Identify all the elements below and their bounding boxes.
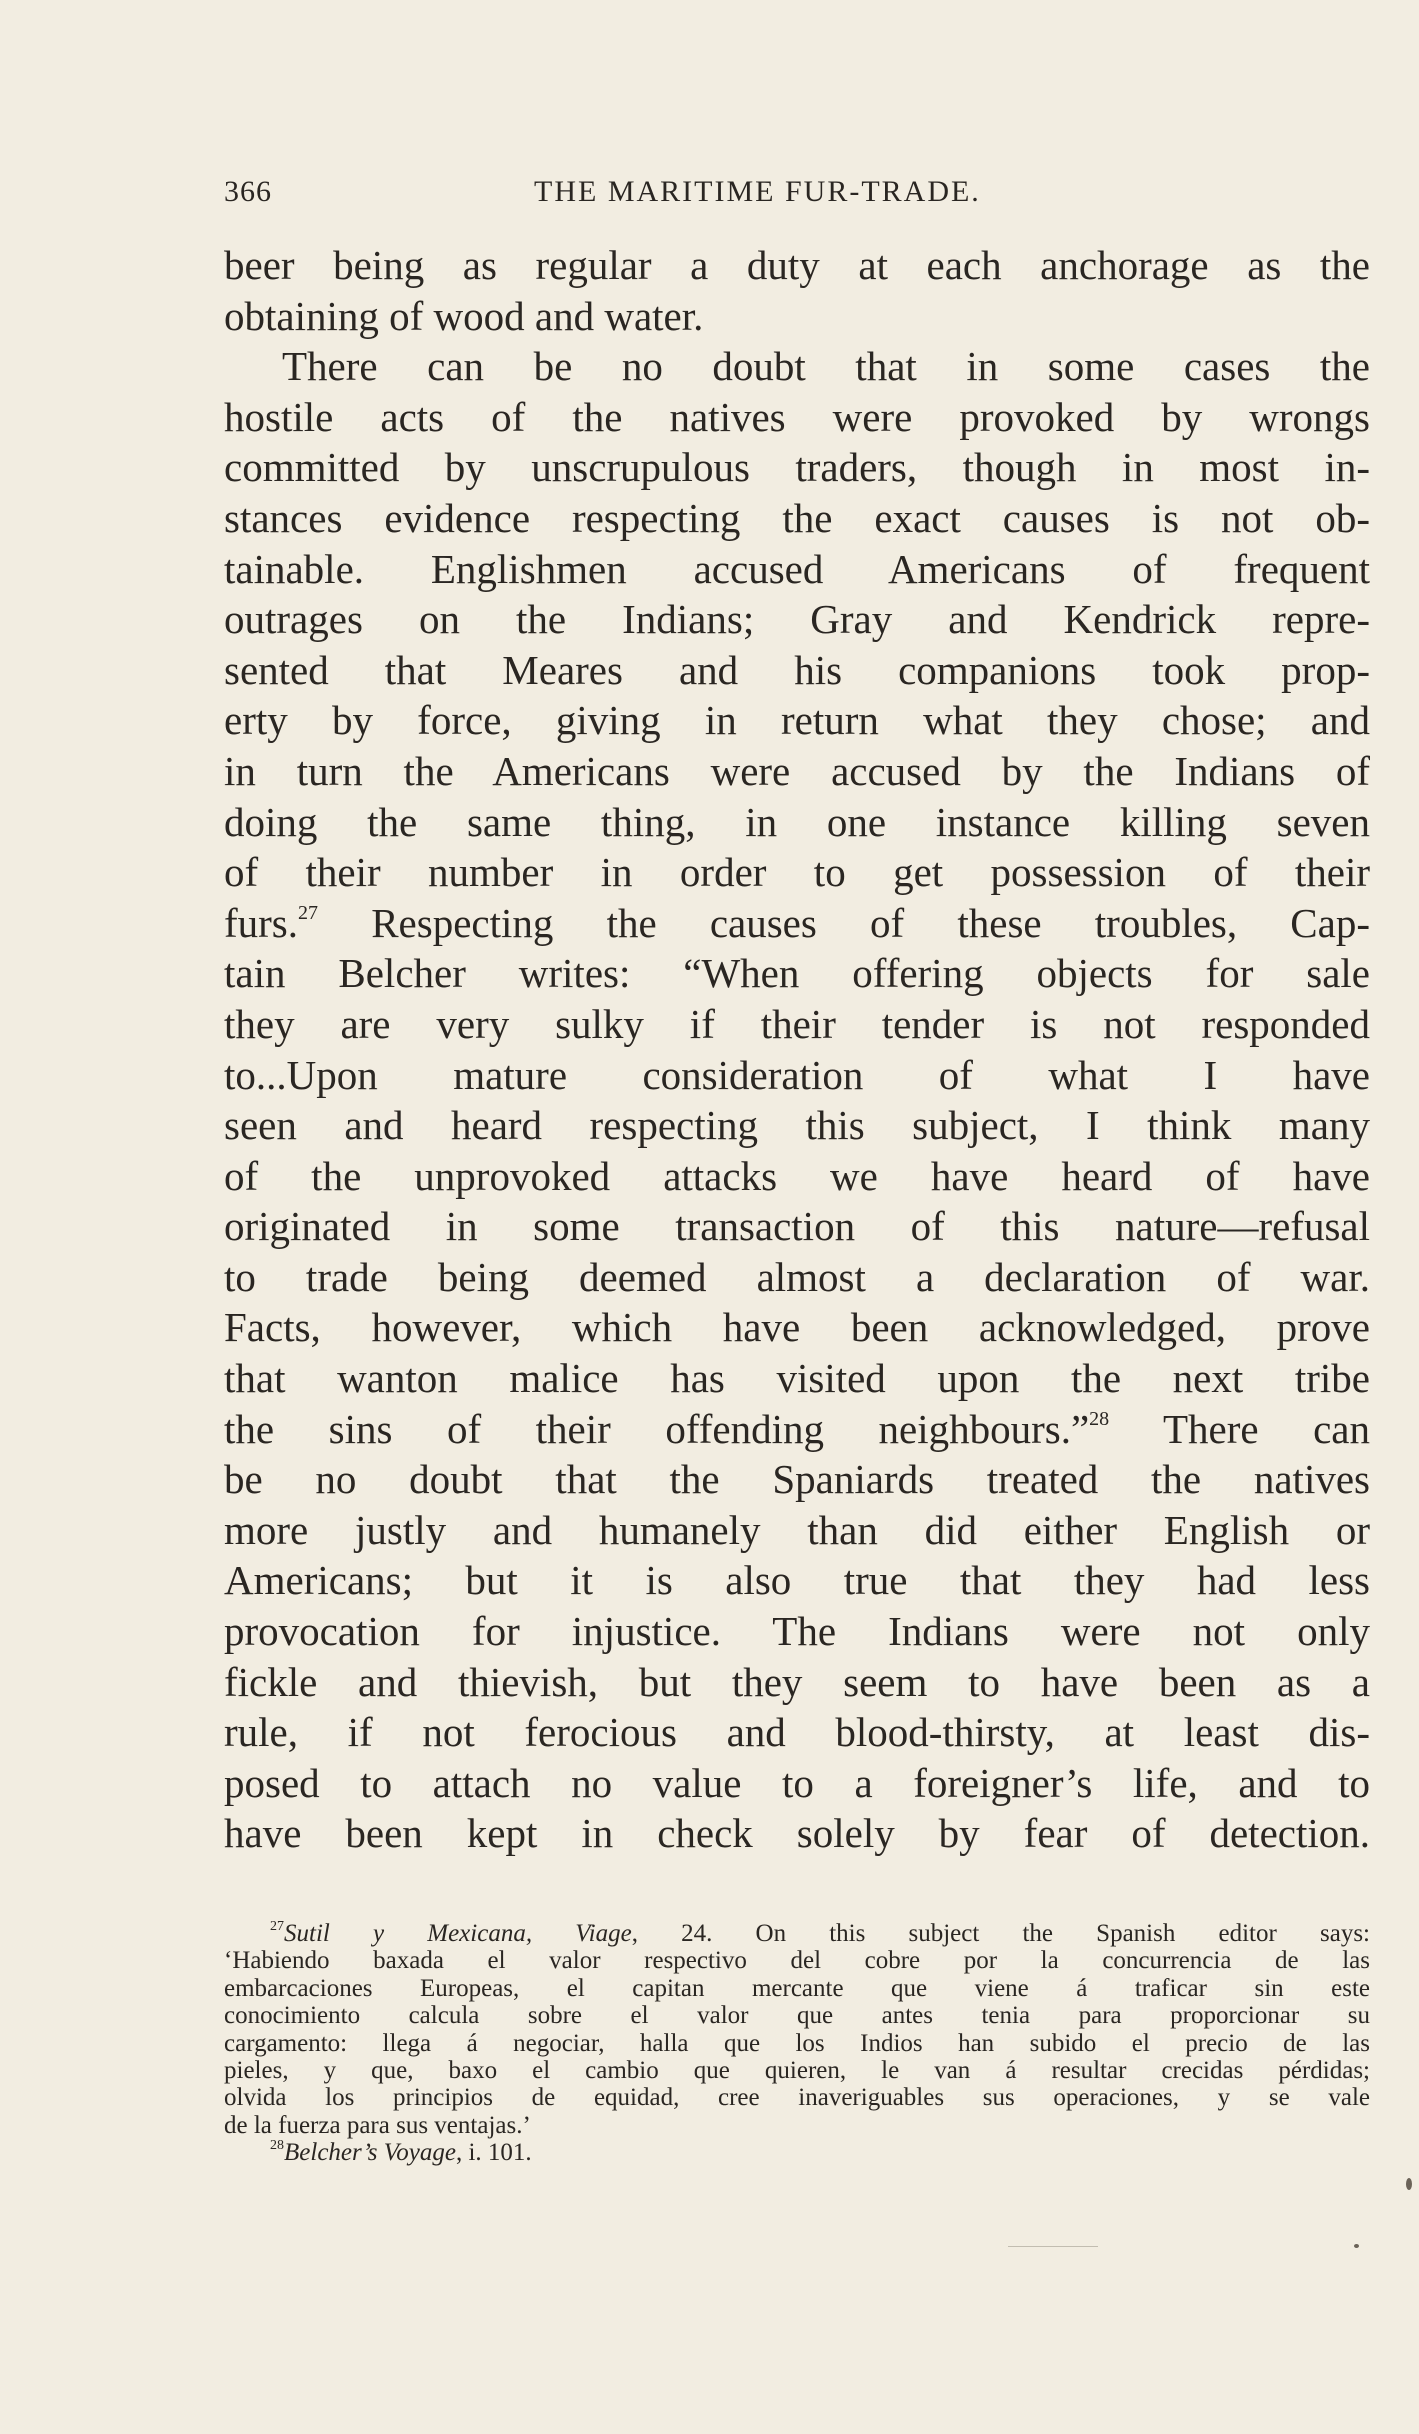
footnote-line: embarcaciones Europeas, el capitan mercante que viene á traficar sin este [224, 1974, 1370, 2002]
body-line-start: the sins of their offending neighbours.” [224, 1405, 1090, 1452]
footnote-line: conocimiento calcula sobre el valor que antes tenia para proporcionar su [224, 2002, 1370, 2030]
body-text [224, 240, 1370, 1859]
page-number: 366 [224, 175, 272, 208]
footnote-line: cargamento: llega á negociar, halla que los Indios han subido el precio de las [224, 2029, 1370, 2057]
body-line [224, 898, 1370, 949]
body-line: be no doubt that the Spaniards treated the natives [224, 1456, 1370, 1503]
body-line: have been kept in check solely by fear of detection. [224, 1810, 1370, 1857]
body-line: fickle and thievish, but they seem to have been as a [224, 1658, 1370, 1705]
paper-speck [1354, 2244, 1359, 2248]
body-line: rule, if not ferocious and blood-thirsty, at least dis- [224, 1709, 1370, 1756]
body-line: originated in some transaction of this nature—refusal [224, 1203, 1370, 1250]
body-line: to trade being deemed almost a declaration of war. [224, 1253, 1370, 1300]
footnotes [224, 1920, 1370, 2167]
body-line: that wanton malice has visited upon the next tribe [224, 1355, 1370, 1402]
footnote-text: , i. 101. [455, 2139, 532, 2167]
body-line [224, 1404, 1370, 1455]
body-line-rest: There can [1162, 1405, 1370, 1452]
body-line: erty by force, giving in return what they chose; and [224, 697, 1370, 744]
body-line: stances evidence respecting the exact causes is not ob- [224, 494, 1370, 541]
paper-speck [1008, 2246, 1098, 2247]
body-line: tain Belcher writes: “When offering objects for sale [224, 950, 1370, 997]
body-line: to...Upon mature consideration of what I have [224, 1051, 1370, 1098]
page-header [224, 175, 1370, 225]
body-line: beer being as regular a duty at each anchorage as the [224, 242, 1370, 288]
body-line: committed by unscrupulous traders, though in most in- [224, 444, 1370, 491]
body-line: There can be no doubt that in some cases the [282, 343, 1370, 390]
body-line: hostile acts of the natives were provoked by wrongs [224, 393, 1370, 440]
running-head: THE MARITIME FUR-TRADE. [534, 175, 981, 208]
body-line: Americans; but it is also true that they had less [224, 1557, 1370, 1604]
footnote-ref-28[interactable]: 28 [1089, 1407, 1110, 1430]
body-line-rest: Respecting the causes of these troubles, Cap- [371, 899, 1370, 946]
footnote-line: pieles, y que, baxo el cambio que quieren, le van á resultar crecidas pérdidas; [224, 2056, 1370, 2084]
body-line: posed to attach no value to a foreigner’s life, and to [224, 1759, 1370, 1806]
body-line: they are very sulky if their tender is not responded [224, 1000, 1370, 1047]
body-line: more justly and humanely than did either English or [224, 1506, 1370, 1553]
body-line: of their number in order to get possession of their [224, 849, 1370, 896]
body-line: outrages on the Indians; Gray and Kendrick repre- [224, 596, 1370, 643]
footnote-source-title: Belcher’s Voyage [284, 2139, 456, 2167]
footnote-28 [224, 2139, 1370, 2166]
body-line: provocation for injustice. The Indians were not only [224, 1608, 1370, 1655]
paper-speck [1406, 2178, 1412, 2190]
footnote-ref-27[interactable]: 27 [298, 901, 319, 924]
body-line: of the unprovoked attacks we have heard of have [224, 1152, 1370, 1199]
body-line-start: furs. [224, 899, 299, 946]
body-line: tainable. Englishmen accused Americans of frequent [224, 545, 1370, 592]
body-line: seen and heard respecting this subject, I think many [224, 1102, 1370, 1149]
footnote-marker-27: 27 [270, 1920, 284, 1934]
body-line: sented that Meares and his companions took prop- [224, 646, 1370, 693]
footnote-line: de la fuerza para sus ventajas.’ [224, 2111, 531, 2139]
footnote-line: olvida los principios de equidad, cree inaveriguables sus operaciones, y se vale [224, 2084, 1370, 2112]
body-line: doing the same thing, in one instance killing seven [224, 798, 1370, 845]
footnote-source-title: Sutil y Mexicana, Viage [284, 1920, 632, 1947]
footnote-marker-28: 28 [270, 2139, 284, 2154]
footnote-text: , 24. On this subject the Spanish editor says: [631, 1920, 1370, 1947]
body-line: in turn the Americans were accused by the Indians of [224, 747, 1370, 794]
body-line: obtaining of wood and water. [224, 292, 704, 339]
body-line: Facts, however, which have been acknowledged, prove [224, 1304, 1370, 1351]
footnote-27 [224, 1920, 1370, 1947]
footnote-line: ‘Habiendo baxada el valor respectivo del cobre por la concurrencia de las [224, 1947, 1370, 1975]
